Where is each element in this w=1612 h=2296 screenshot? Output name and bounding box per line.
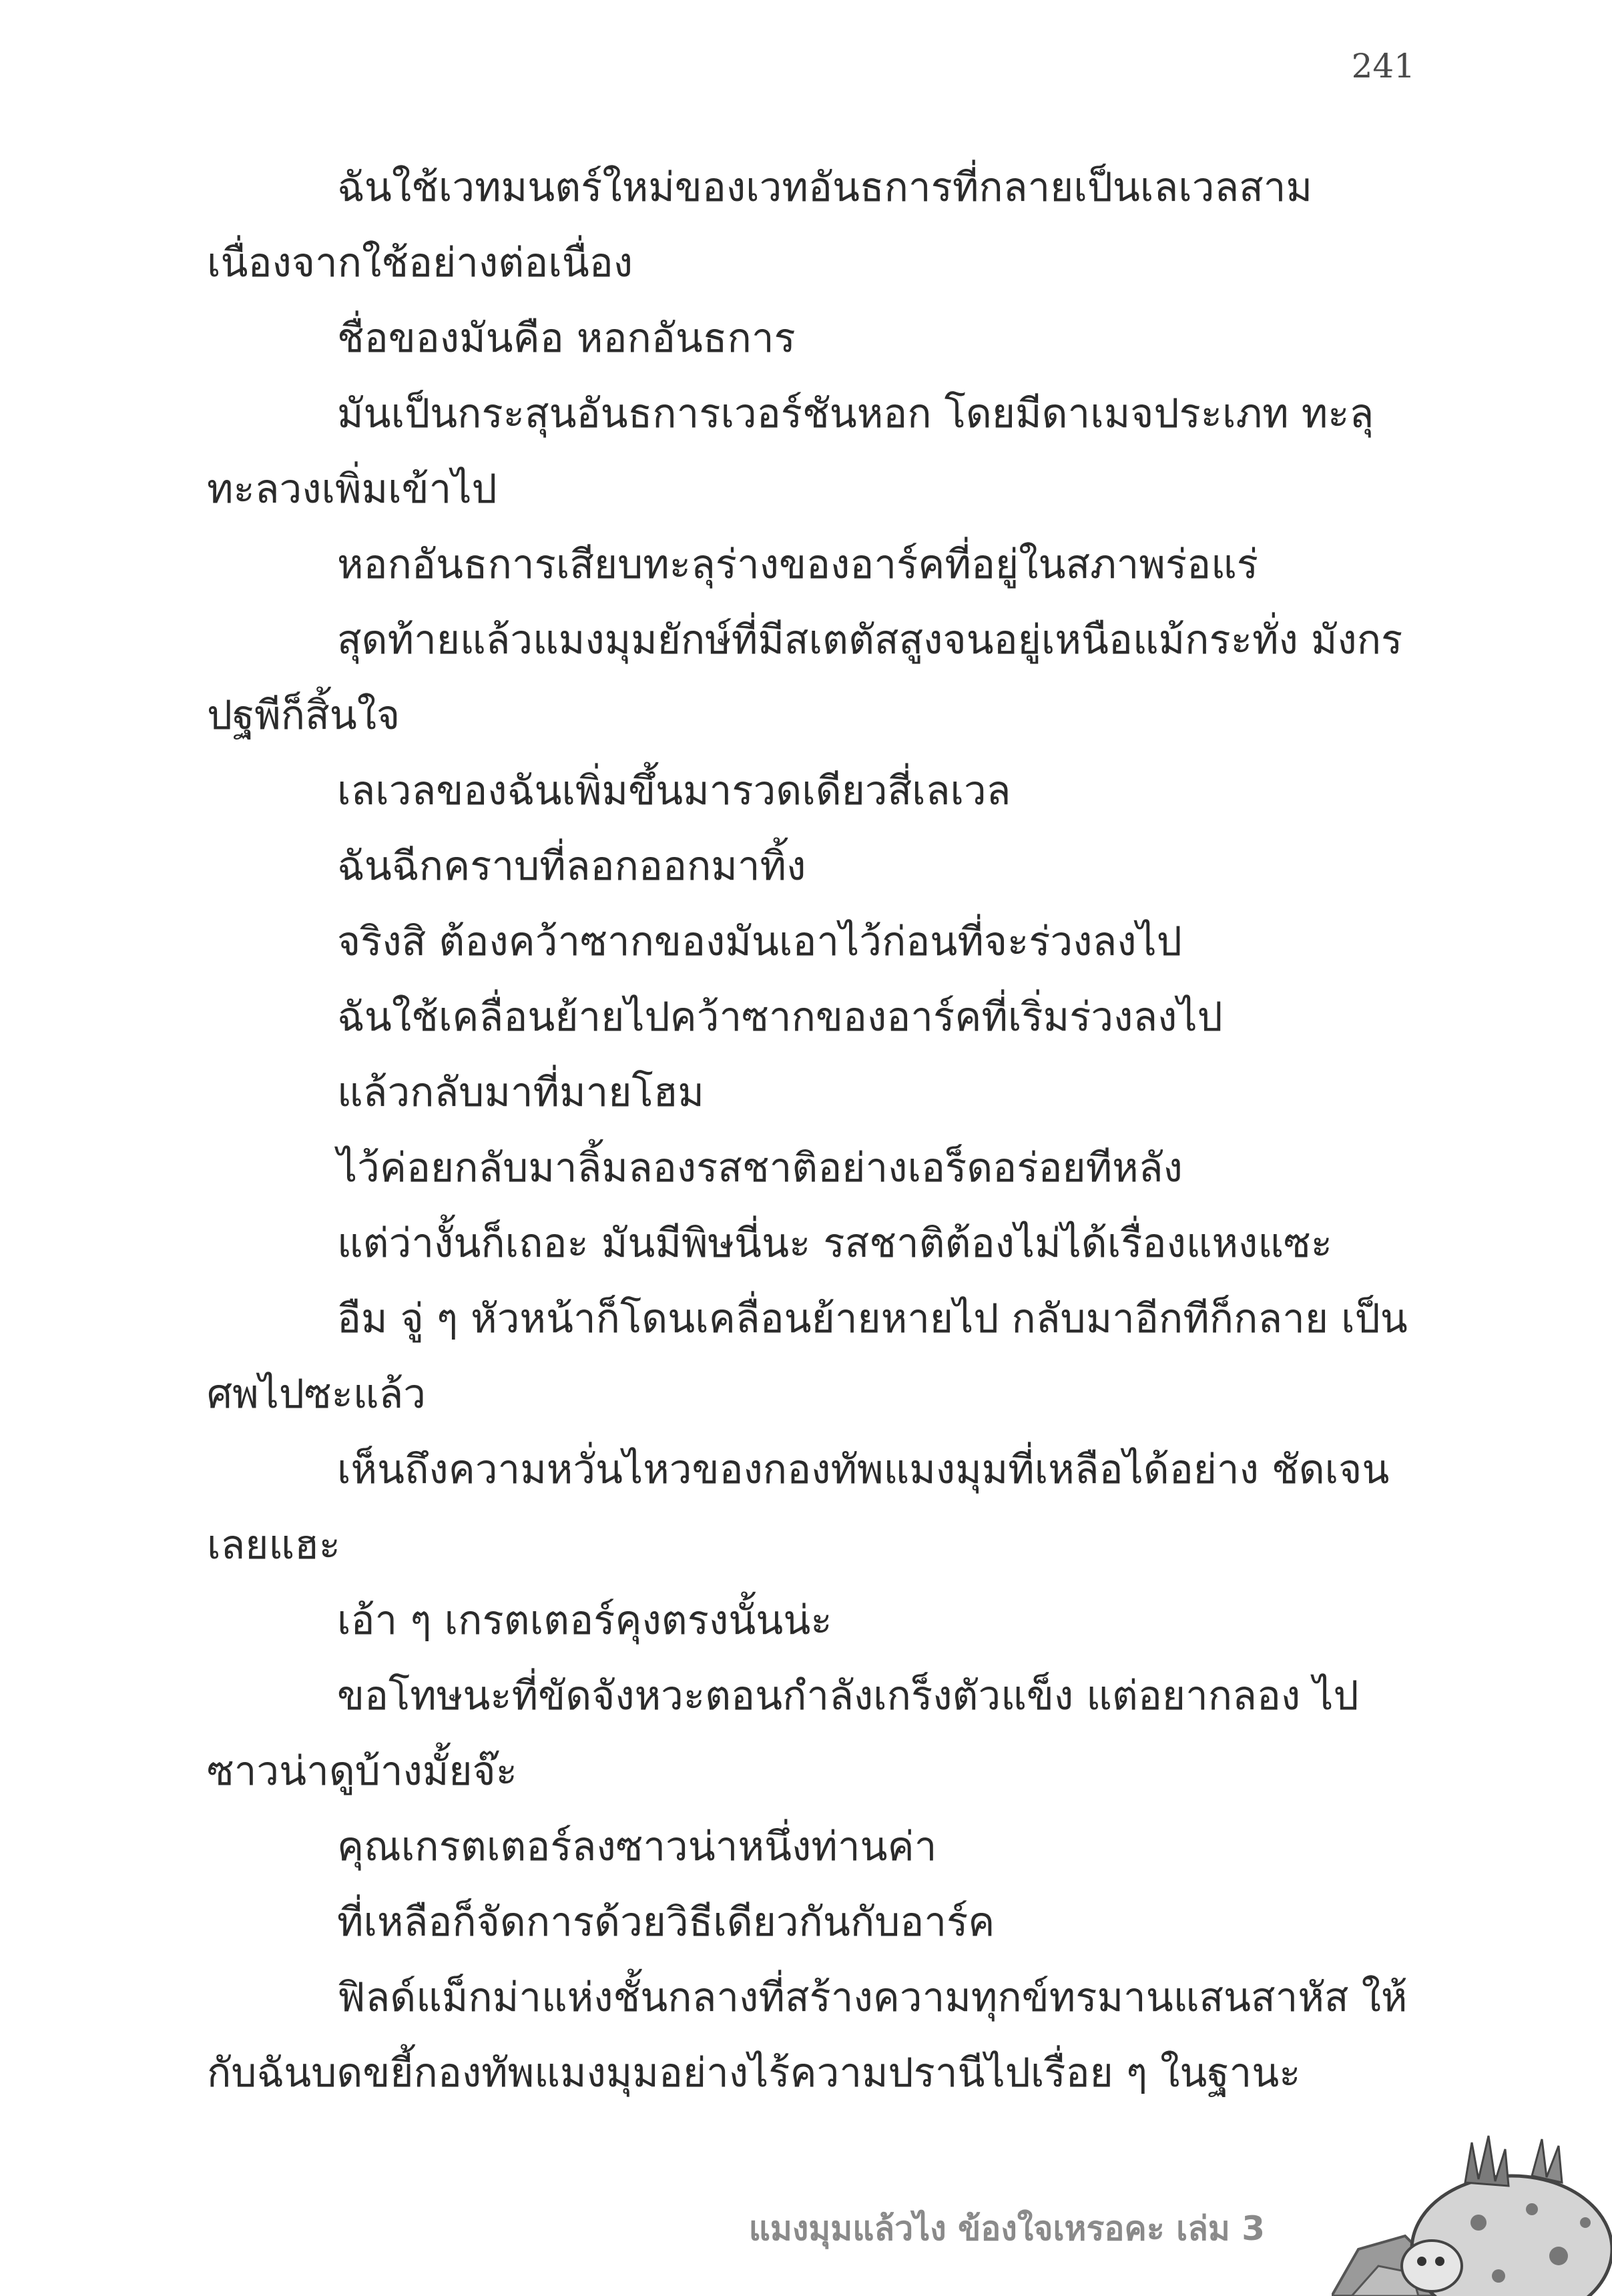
paragraph: เห็นถึงความหวั่นไหวของกองทัพแมงมุมที่เหลือได้อย่าง ชัดเจนเลยแฮะ: [207, 1446, 1390, 1568]
paragraph: ฉันใช้เคลื่อนย้ายไปคว้าซากของอาร์คที่เริ่มร่วงลงไป: [337, 994, 1223, 1041]
body-text: [207, 150, 1412, 2111]
paragraph: ฉันใช้เวทมนตร์ใหม่ของเวทอันธการที่กลายเป็นเลเวลสาม เนื่องจากใช้อย่างต่อเนื่อง: [207, 164, 1313, 286]
paragraph: ขอโทษนะที่ขัดจังหวะตอนกำลังเกร็งตัวแข็ง แต่อยากลอง ไปซาวน่าดูบ้างมั้ยจ๊ะ: [207, 1673, 1359, 1795]
paragraph: จริงสิ ต้องคว้าซากของมันเอาไว้ก่อนที่จะร่วงลงไป: [337, 918, 1182, 965]
spider-mascot-illustration: [1332, 2122, 1612, 2296]
paragraph: ฟิลด์แม็กม่าแห่งชั้นกลางที่สร้างความทุกข์ทรมานแสนสาหัส ให้กับฉันบดขยี้กองทัพแมงมุมอย่างไร้ความปรานีไปเรื่อย ๆ ในฐานะ: [207, 1974, 1408, 2096]
running-footer-title: แมงมุมแล้วไง ข้องใจเหรอคะ เล่ม 3: [748, 2209, 1265, 2248]
paragraph: ชื่อของมันคือ หอกอันธการ: [337, 315, 796, 362]
paragraph: ไว้ค่อยกลับมาลิ้มลองรสชาติอย่างเอร็ดอร่อยทีหลัง: [337, 1145, 1183, 1191]
paragraph: มันเป็นกระสุนอันธการเวอร์ชันหอก โดยมีดาเมจประเภท ทะลุทะลวงเพิ่มเข้าไป: [207, 390, 1374, 513]
paragraph: เลเวลของฉันเพิ่มขึ้นมารวดเดียวสี่เลเวล: [337, 768, 1011, 814]
paragraph: หอกอันธการเสียบทะลุร่างของอาร์คที่อยู่ในสภาพร่อแร่: [337, 541, 1259, 588]
paragraph: สุดท้ายแล้วแมงมุมยักษ์ที่มีสเตตัสสูงจนอยู่เหนือแม้กระทั่ง มังกรปฐพีก็สิ้นใจ: [207, 617, 1403, 739]
page-number: 241: [1351, 47, 1415, 85]
paragraph: ฉันฉีกคราบที่ลอกออกมาทิ้ง: [337, 843, 806, 890]
paragraph: แต่ว่างั้นก็เถอะ มันมีพิษนี่นะ รสชาติต้องไม่ได้เรื่องแหงแซะ: [337, 1220, 1332, 1267]
paragraph: อืม จู่ ๆ หัวหน้าก็โดนเคลื่อนย้ายหายไป กลับมาอีกทีก็กลาย เป็นศพไปซะแล้ว: [207, 1296, 1408, 1418]
paragraph: แล้วกลับมาที่มายโฮม: [337, 1069, 704, 1116]
paragraph: ที่เหลือก็จัดการด้วยวิธีเดียวกันกับอาร์ค: [337, 1899, 995, 1946]
paragraph: เอ้า ๆ เกรตเตอร์คุงตรงนั้นน่ะ: [337, 1597, 832, 1644]
paragraph: คุณเกรตเตอร์ลงซาวน่าหนึ่งท่านค่า: [337, 1823, 937, 1870]
